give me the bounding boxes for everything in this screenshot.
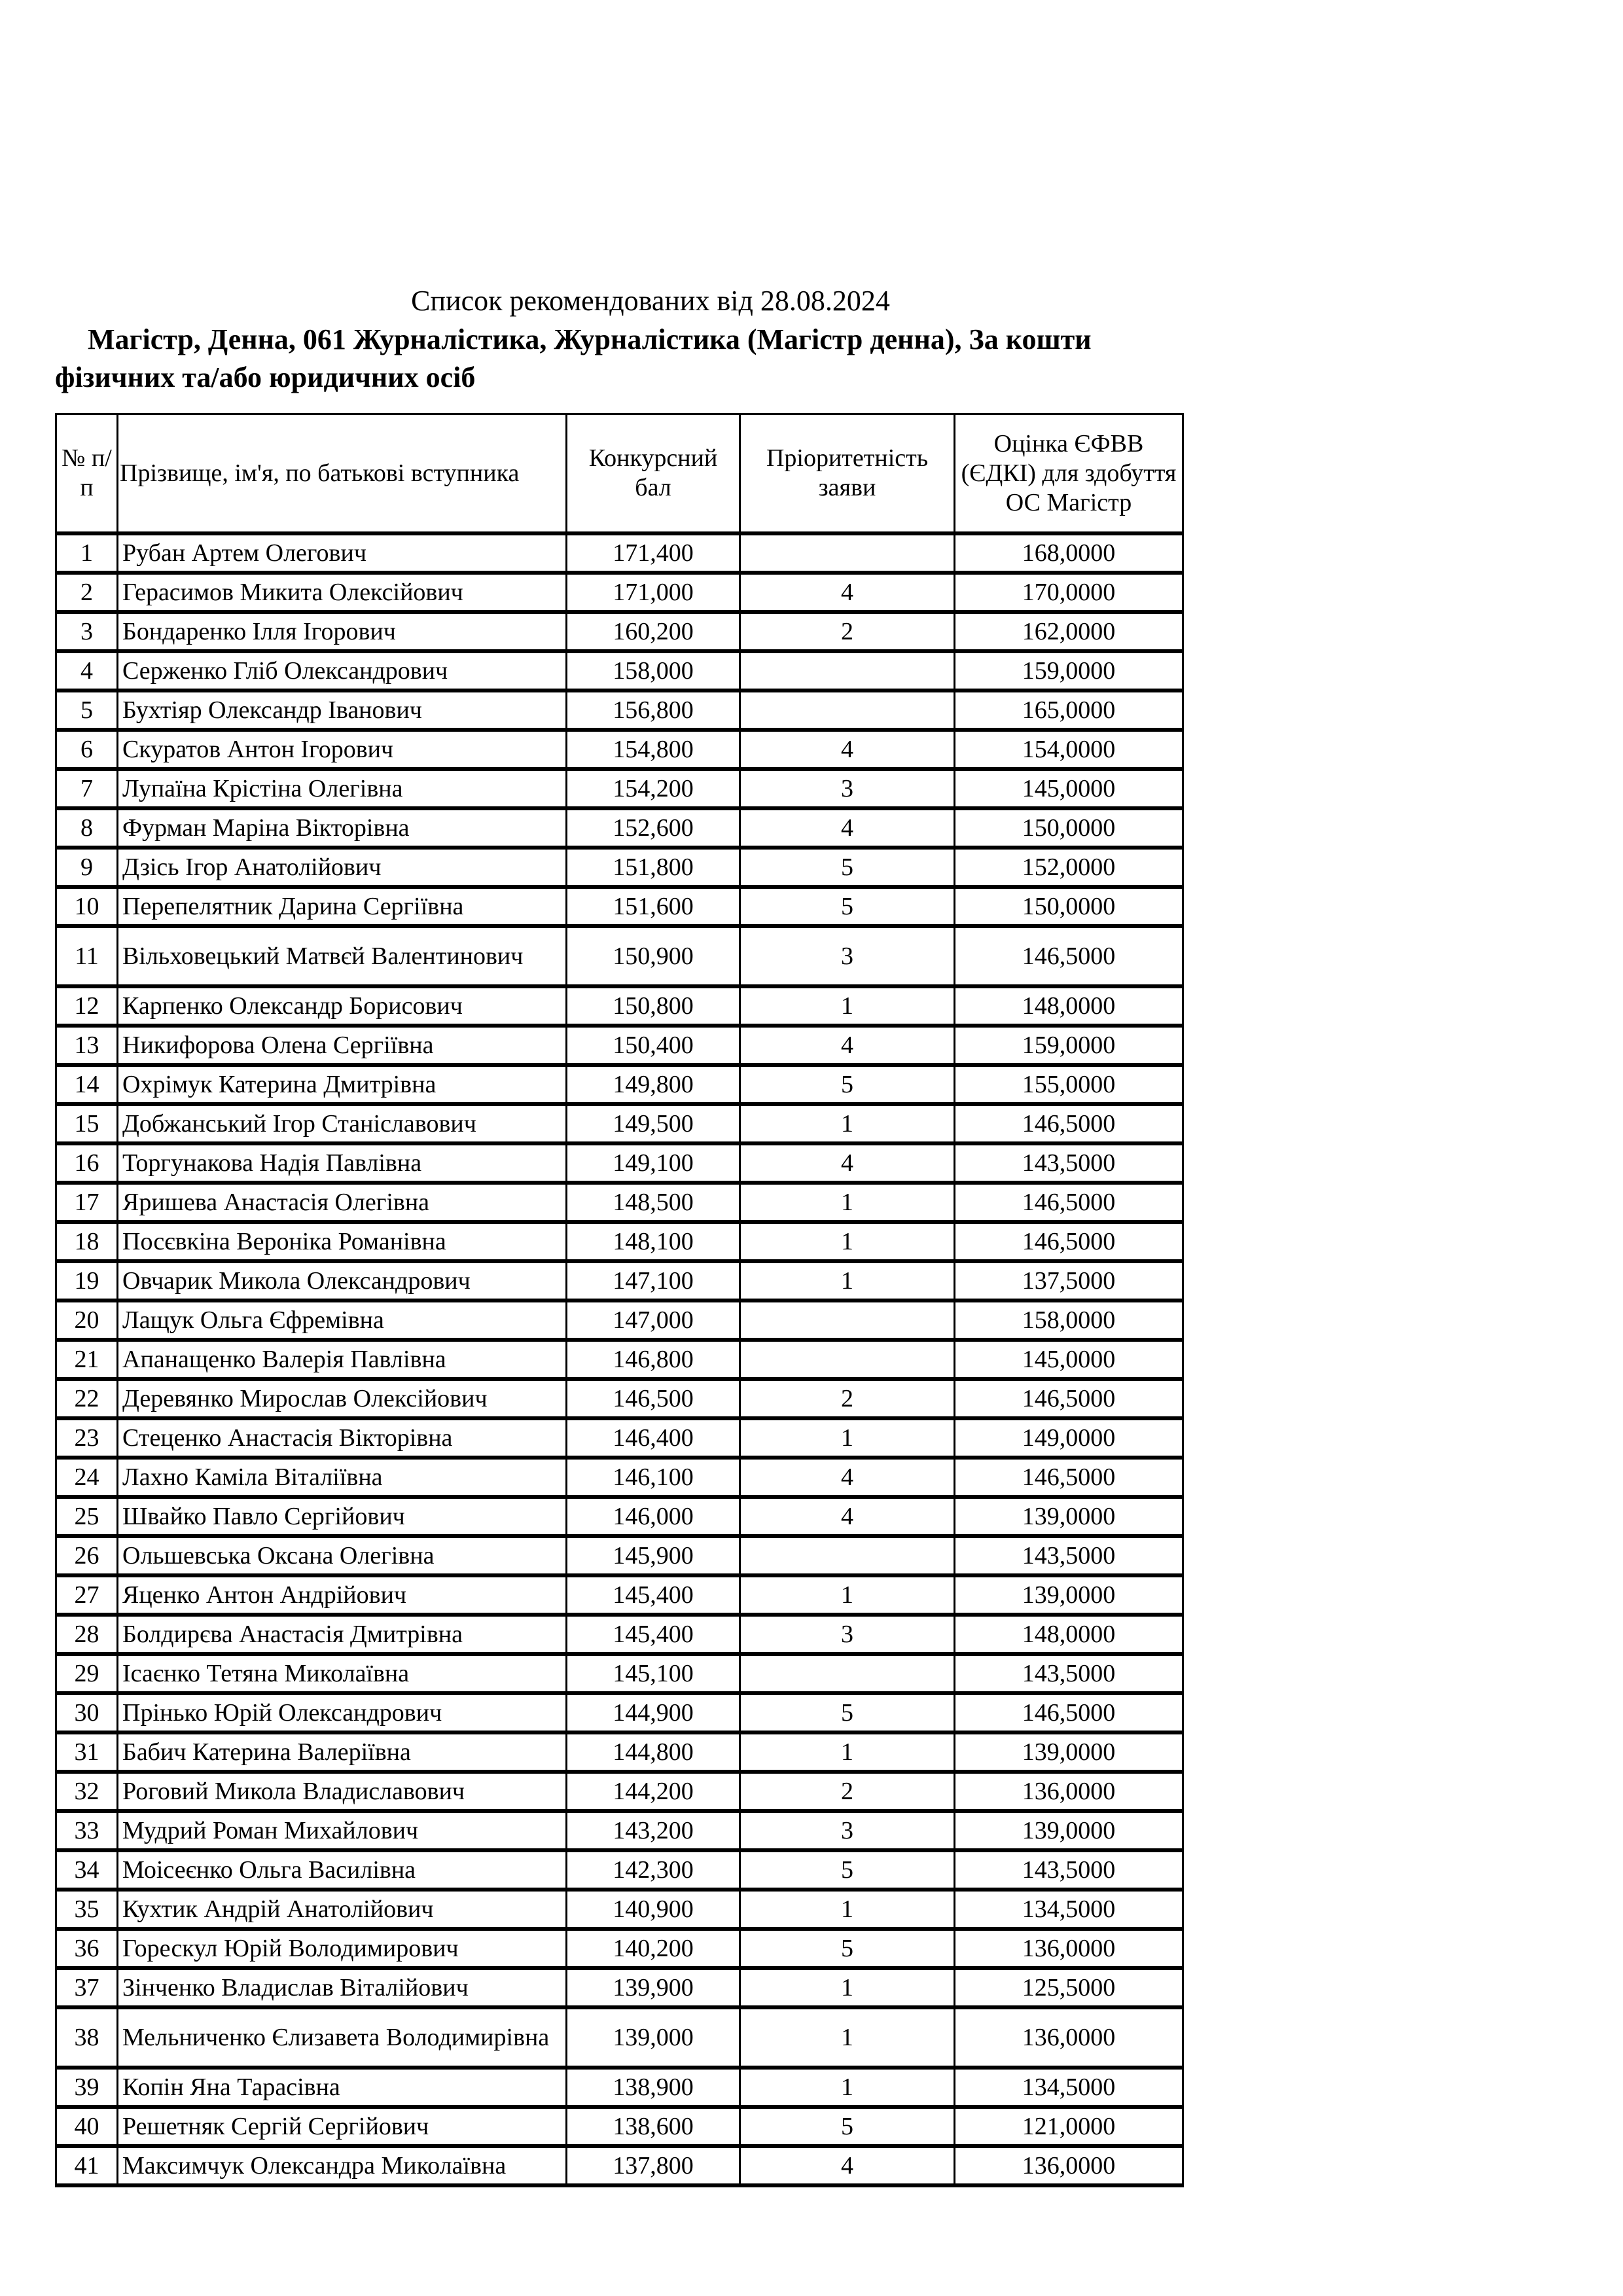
application-priority: 4 xyxy=(740,1458,955,1497)
applicant-name: Посєвкіна Вероніка Романівна xyxy=(118,1222,567,1261)
efvv-score: 136,0000 xyxy=(955,2007,1183,2068)
application-priority: 1 xyxy=(740,1104,955,1143)
table-row xyxy=(56,848,1183,887)
competitive-score: 150,900 xyxy=(567,926,740,986)
application-priority: 2 xyxy=(740,1772,955,1811)
application-priority: 3 xyxy=(740,1615,955,1654)
table-row xyxy=(56,1418,1183,1458)
applicant-name: Деревянко Мирослав Олексійович xyxy=(118,1379,567,1418)
applicant-name: Швайко Павло Сергійович xyxy=(118,1497,567,1536)
efvv-score: 136,0000 xyxy=(955,1772,1183,1811)
application-priority: 1 xyxy=(740,1418,955,1458)
table-row xyxy=(56,573,1183,612)
competitive-score: 142,300 xyxy=(567,1850,740,1890)
row-number: 29 xyxy=(56,1654,118,1693)
header-name: Прізвище, ім'я, по батькові вступника xyxy=(118,414,567,534)
competitive-score: 152,600 xyxy=(567,808,740,848)
row-number: 8 xyxy=(56,808,118,848)
competitive-score: 143,200 xyxy=(567,1811,740,1850)
competitive-score: 156,800 xyxy=(567,691,740,730)
applicant-name: Яценко Антон Андрійович xyxy=(118,1575,567,1615)
applicant-name: Торгунакова Надія Павлівна xyxy=(118,1143,567,1183)
efvv-score: 134,5000 xyxy=(955,1890,1183,1929)
competitive-score: 151,800 xyxy=(567,848,740,887)
applicant-name: Мудрий Роман Михайлович xyxy=(118,1811,567,1850)
table-row xyxy=(56,1890,1183,1929)
row-number: 3 xyxy=(56,612,118,651)
applicant-name: Моісеєнко Ольга Василівна xyxy=(118,1850,567,1890)
application-priority xyxy=(740,1340,955,1379)
row-number: 22 xyxy=(56,1379,118,1418)
applicant-name: Горескул Юрій Володимирович xyxy=(118,1929,567,1968)
row-number: 28 xyxy=(56,1615,118,1654)
row-number: 27 xyxy=(56,1575,118,1615)
row-number: 41 xyxy=(56,2146,118,2185)
competitive-score: 158,000 xyxy=(567,651,740,691)
applicant-name: Ісаєнко Тетяна Миколаївна xyxy=(118,1654,567,1693)
row-number: 33 xyxy=(56,1811,118,1850)
header-efvv: Оцінка ЄФВВ (ЄДКІ) для здобуття ОС Магістр xyxy=(955,414,1183,534)
table-row xyxy=(56,1497,1183,1536)
table-row xyxy=(56,1929,1183,1968)
row-number: 16 xyxy=(56,1143,118,1183)
application-priority xyxy=(740,691,955,730)
applicant-name: Бабич Катерина Валеріївна xyxy=(118,1732,567,1772)
row-number: 35 xyxy=(56,1890,118,1929)
efvv-score: 143,5000 xyxy=(955,1654,1183,1693)
table-row xyxy=(56,1104,1183,1143)
table-row xyxy=(56,887,1183,926)
applicant-name: Лащук Ольга Єфремівна xyxy=(118,1300,567,1340)
efvv-score: 150,0000 xyxy=(955,887,1183,926)
application-priority: 3 xyxy=(740,926,955,986)
competitive-score: 148,100 xyxy=(567,1222,740,1261)
application-priority xyxy=(740,533,955,573)
table-row xyxy=(56,1772,1183,1811)
efvv-score: 146,5000 xyxy=(955,1183,1183,1222)
row-number: 32 xyxy=(56,1772,118,1811)
table-row xyxy=(56,1968,1183,2007)
competitive-score: 144,200 xyxy=(567,1772,740,1811)
applicant-name: Максимчук Олександра Миколаївна xyxy=(118,2146,567,2185)
row-number: 37 xyxy=(56,1968,118,2007)
applicant-name: Прінько Юрій Олександрович xyxy=(118,1693,567,1732)
applicant-name: Лахно Каміла Віталіївна xyxy=(118,1458,567,1497)
competitive-score: 160,200 xyxy=(567,612,740,651)
application-priority: 5 xyxy=(740,1929,955,1968)
applicant-name: Решетняк Сергій Сергійович xyxy=(118,2107,567,2146)
competitive-score: 146,500 xyxy=(567,1379,740,1418)
application-priority: 4 xyxy=(740,2146,955,2185)
application-priority: 1 xyxy=(740,1968,955,2007)
efvv-score: 139,0000 xyxy=(955,1575,1183,1615)
competitive-score: 145,100 xyxy=(567,1654,740,1693)
table-row xyxy=(56,1654,1183,1693)
table-row xyxy=(56,1300,1183,1340)
row-number: 5 xyxy=(56,691,118,730)
table-row xyxy=(56,651,1183,691)
efvv-score: 146,5000 xyxy=(955,1693,1183,1732)
application-priority: 5 xyxy=(740,848,955,887)
application-priority: 1 xyxy=(740,986,955,1026)
competitive-score: 154,800 xyxy=(567,730,740,769)
applicant-name: Яришева Анастасія Олегівна xyxy=(118,1183,567,1222)
efvv-score: 139,0000 xyxy=(955,1811,1183,1850)
row-number: 38 xyxy=(56,2007,118,2068)
row-number: 18 xyxy=(56,1222,118,1261)
table-row xyxy=(56,1536,1183,1575)
application-priority: 4 xyxy=(740,1143,955,1183)
row-number: 12 xyxy=(56,986,118,1026)
application-priority: 1 xyxy=(740,2068,955,2107)
row-number: 2 xyxy=(56,573,118,612)
table-row xyxy=(56,1615,1183,1654)
competitive-score: 146,000 xyxy=(567,1497,740,1536)
applicant-name: Бондаренко Ілля Ігорович xyxy=(118,612,567,651)
recommended-list-table xyxy=(55,413,1184,2187)
application-priority xyxy=(740,651,955,691)
table-row xyxy=(56,1183,1183,1222)
efvv-score: 137,5000 xyxy=(955,1261,1183,1300)
table-row xyxy=(56,808,1183,848)
table-row xyxy=(56,1379,1183,1418)
applicant-name: Ольшевська Оксана Олегівна xyxy=(118,1536,567,1575)
row-number: 34 xyxy=(56,1850,118,1890)
application-priority: 5 xyxy=(740,887,955,926)
efvv-score: 152,0000 xyxy=(955,848,1183,887)
application-priority: 5 xyxy=(740,1850,955,1890)
efvv-score: 139,0000 xyxy=(955,1497,1183,1536)
application-priority: 1 xyxy=(740,1575,955,1615)
row-number: 40 xyxy=(56,2107,118,2146)
competitive-score: 147,000 xyxy=(567,1300,740,1340)
application-priority xyxy=(740,1536,955,1575)
application-priority: 1 xyxy=(740,1183,955,1222)
application-priority: 3 xyxy=(740,1811,955,1850)
row-number: 19 xyxy=(56,1261,118,1300)
efvv-score: 136,0000 xyxy=(955,1929,1183,1968)
application-priority: 4 xyxy=(740,573,955,612)
row-number: 17 xyxy=(56,1183,118,1222)
application-priority: 2 xyxy=(740,612,955,651)
table-header-row xyxy=(56,414,1183,534)
applicant-name: Охрімук Катерина Дмитрівна xyxy=(118,1065,567,1104)
efvv-score: 143,5000 xyxy=(955,1143,1183,1183)
competitive-score: 145,900 xyxy=(567,1536,740,1575)
table-row xyxy=(56,1143,1183,1183)
row-number: 13 xyxy=(56,1026,118,1065)
efvv-score: 143,5000 xyxy=(955,1536,1183,1575)
application-priority: 4 xyxy=(740,1026,955,1065)
efvv-score: 168,0000 xyxy=(955,533,1183,573)
table-row xyxy=(56,1261,1183,1300)
efvv-score: 125,5000 xyxy=(955,1968,1183,2007)
header-priority: Пріоритетність заяви xyxy=(740,414,955,534)
efvv-score: 149,0000 xyxy=(955,1418,1183,1458)
application-priority xyxy=(740,1654,955,1693)
competitive-score: 146,800 xyxy=(567,1340,740,1379)
efvv-score: 154,0000 xyxy=(955,730,1183,769)
competitive-score: 137,800 xyxy=(567,2146,740,2185)
efvv-score: 165,0000 xyxy=(955,691,1183,730)
table-row xyxy=(56,1732,1183,1772)
competitive-score: 144,900 xyxy=(567,1693,740,1732)
efvv-score: 170,0000 xyxy=(955,573,1183,612)
row-number: 14 xyxy=(56,1065,118,1104)
efvv-score: 146,5000 xyxy=(955,1222,1183,1261)
table-row xyxy=(56,1065,1183,1104)
competitive-score: 139,000 xyxy=(567,2007,740,2068)
row-number: 36 xyxy=(56,1929,118,1968)
table-row xyxy=(56,1693,1183,1732)
row-number: 26 xyxy=(56,1536,118,1575)
applicant-name: Герасимов Микита Олексійович xyxy=(118,573,567,612)
efvv-score: 121,0000 xyxy=(955,2107,1183,2146)
competitive-score: 138,600 xyxy=(567,2107,740,2146)
competitive-score: 148,500 xyxy=(567,1183,740,1222)
efvv-score: 150,0000 xyxy=(955,808,1183,848)
application-priority: 3 xyxy=(740,769,955,808)
competitive-score: 149,800 xyxy=(567,1065,740,1104)
efvv-score: 145,0000 xyxy=(955,1340,1183,1379)
competitive-score: 147,100 xyxy=(567,1261,740,1300)
applicant-name: Лупаїна Крістіна Олегівна xyxy=(118,769,567,808)
table-row xyxy=(56,2007,1183,2068)
efvv-score: 146,5000 xyxy=(955,1379,1183,1418)
application-priority: 4 xyxy=(740,808,955,848)
table-row xyxy=(56,612,1183,651)
row-number: 10 xyxy=(56,887,118,926)
row-number: 11 xyxy=(56,926,118,986)
application-priority: 5 xyxy=(740,1065,955,1104)
efvv-score: 139,0000 xyxy=(955,1732,1183,1772)
table-row xyxy=(56,1811,1183,1850)
applicant-name: Роговий Микола Владиславович xyxy=(118,1772,567,1811)
row-number: 24 xyxy=(56,1458,118,1497)
efvv-score: 148,0000 xyxy=(955,1615,1183,1654)
table-row xyxy=(56,1458,1183,1497)
applicant-name: Карпенко Олександр Борисович xyxy=(118,986,567,1026)
efvv-score: 158,0000 xyxy=(955,1300,1183,1340)
table-row xyxy=(56,2068,1183,2107)
competitive-score: 138,900 xyxy=(567,2068,740,2107)
row-number: 6 xyxy=(56,730,118,769)
table-row xyxy=(56,1026,1183,1065)
applicant-name: Зінченко Владислав Віталійович xyxy=(118,1968,567,2007)
applicant-name: Дзісь Ігор Анатолійович xyxy=(118,848,567,887)
applicant-name: Стеценко Анастасія Вікторівна xyxy=(118,1418,567,1458)
applicant-name: Апанащенко Валерія Павлівна xyxy=(118,1340,567,1379)
competitive-score: 146,100 xyxy=(567,1458,740,1497)
competitive-score: 150,800 xyxy=(567,986,740,1026)
efvv-score: 145,0000 xyxy=(955,769,1183,808)
table-row xyxy=(56,1575,1183,1615)
header-number: № п/п xyxy=(56,414,118,534)
table-row xyxy=(56,1222,1183,1261)
table-row xyxy=(56,769,1183,808)
header-score: Конкурсний бал xyxy=(567,414,740,534)
application-priority xyxy=(740,1300,955,1340)
table-row xyxy=(56,1340,1183,1379)
applicant-name: Копін Яна Тарасівна xyxy=(118,2068,567,2107)
row-number: 39 xyxy=(56,2068,118,2107)
application-priority: 1 xyxy=(740,2007,955,2068)
table-row xyxy=(56,533,1183,573)
table-row xyxy=(56,2107,1183,2146)
applicant-name: Бухтіяр Олександр Іванович xyxy=(118,691,567,730)
row-number: 15 xyxy=(56,1104,118,1143)
applicant-name: Серженко Гліб Олександрович xyxy=(118,651,567,691)
applicant-name: Кухтик Андрій Анатолійович xyxy=(118,1890,567,1929)
table-body xyxy=(56,533,1183,2185)
row-number: 9 xyxy=(56,848,118,887)
competitive-score: 146,400 xyxy=(567,1418,740,1458)
efvv-score: 146,5000 xyxy=(955,1458,1183,1497)
efvv-score: 134,5000 xyxy=(955,2068,1183,2107)
document-title: Список рекомендованих від 28.08.2024 xyxy=(411,285,890,317)
row-number: 1 xyxy=(56,533,118,573)
applicant-name: Скуратов Антон Ігорович xyxy=(118,730,567,769)
competitive-score: 154,200 xyxy=(567,769,740,808)
competitive-score: 171,400 xyxy=(567,533,740,573)
applicant-name: Болдирєва Анастасія Дмитрівна xyxy=(118,1615,567,1654)
competitive-score: 140,900 xyxy=(567,1890,740,1929)
efvv-score: 146,5000 xyxy=(955,1104,1183,1143)
table-row xyxy=(56,926,1183,986)
efvv-score: 148,0000 xyxy=(955,986,1183,1026)
application-priority: 5 xyxy=(740,1693,955,1732)
row-number: 20 xyxy=(56,1300,118,1340)
application-priority: 1 xyxy=(740,1890,955,1929)
applicant-name: Никифорова Олена Сергіївна xyxy=(118,1026,567,1065)
applicant-name: Перепелятник Дарина Сергіївна xyxy=(118,887,567,926)
row-number: 30 xyxy=(56,1693,118,1732)
efvv-score: 146,5000 xyxy=(955,926,1183,986)
row-number: 25 xyxy=(56,1497,118,1536)
table-row xyxy=(56,1850,1183,1890)
table-row xyxy=(56,2146,1183,2185)
table-row xyxy=(56,691,1183,730)
applicant-name: Добжанський Ігор Станіславович xyxy=(118,1104,567,1143)
row-number: 4 xyxy=(56,651,118,691)
application-priority: 4 xyxy=(740,1497,955,1536)
efvv-score: 143,5000 xyxy=(955,1850,1183,1890)
efvv-score: 159,0000 xyxy=(955,651,1183,691)
row-number: 21 xyxy=(56,1340,118,1379)
competitive-score: 171,000 xyxy=(567,573,740,612)
efvv-score: 136,0000 xyxy=(955,2146,1183,2185)
applicant-name: Вільховецький Матвєй Валентинович xyxy=(118,926,567,986)
efvv-score: 159,0000 xyxy=(955,1026,1183,1065)
table-row xyxy=(56,730,1183,769)
row-number: 7 xyxy=(56,769,118,808)
applicant-name: Рубан Артем Олегович xyxy=(118,533,567,573)
application-priority: 1 xyxy=(740,1222,955,1261)
applicant-name: Мельниченко Єлизавета Володимирівна xyxy=(118,2007,567,2068)
competitive-score: 151,600 xyxy=(567,887,740,926)
competitive-score: 139,900 xyxy=(567,1968,740,2007)
application-priority: 1 xyxy=(740,1732,955,1772)
row-number: 31 xyxy=(56,1732,118,1772)
application-priority: 2 xyxy=(740,1379,955,1418)
applicant-name: Фурман Маріна Вікторівна xyxy=(118,808,567,848)
competitive-score: 144,800 xyxy=(567,1732,740,1772)
application-priority: 1 xyxy=(740,1261,955,1300)
competitive-score: 145,400 xyxy=(567,1575,740,1615)
competitive-score: 149,100 xyxy=(567,1143,740,1183)
row-number: 23 xyxy=(56,1418,118,1458)
competitive-score: 149,500 xyxy=(567,1104,740,1143)
efvv-score: 155,0000 xyxy=(955,1065,1183,1104)
competitive-score: 145,400 xyxy=(567,1615,740,1654)
competitive-score: 150,400 xyxy=(567,1026,740,1065)
application-priority: 4 xyxy=(740,730,955,769)
efvv-score: 162,0000 xyxy=(955,612,1183,651)
document-subtitle: Магістр, Денна, 061 Журналістика, Журналістика (Магістр денна), За кошти фізичних та/або юридичних осіб xyxy=(55,323,1092,393)
application-priority: 5 xyxy=(740,2107,955,2146)
applicant-name: Овчарик Микола Олександрович xyxy=(118,1261,567,1300)
table-row xyxy=(56,986,1183,1026)
competitive-score: 140,200 xyxy=(567,1929,740,1968)
